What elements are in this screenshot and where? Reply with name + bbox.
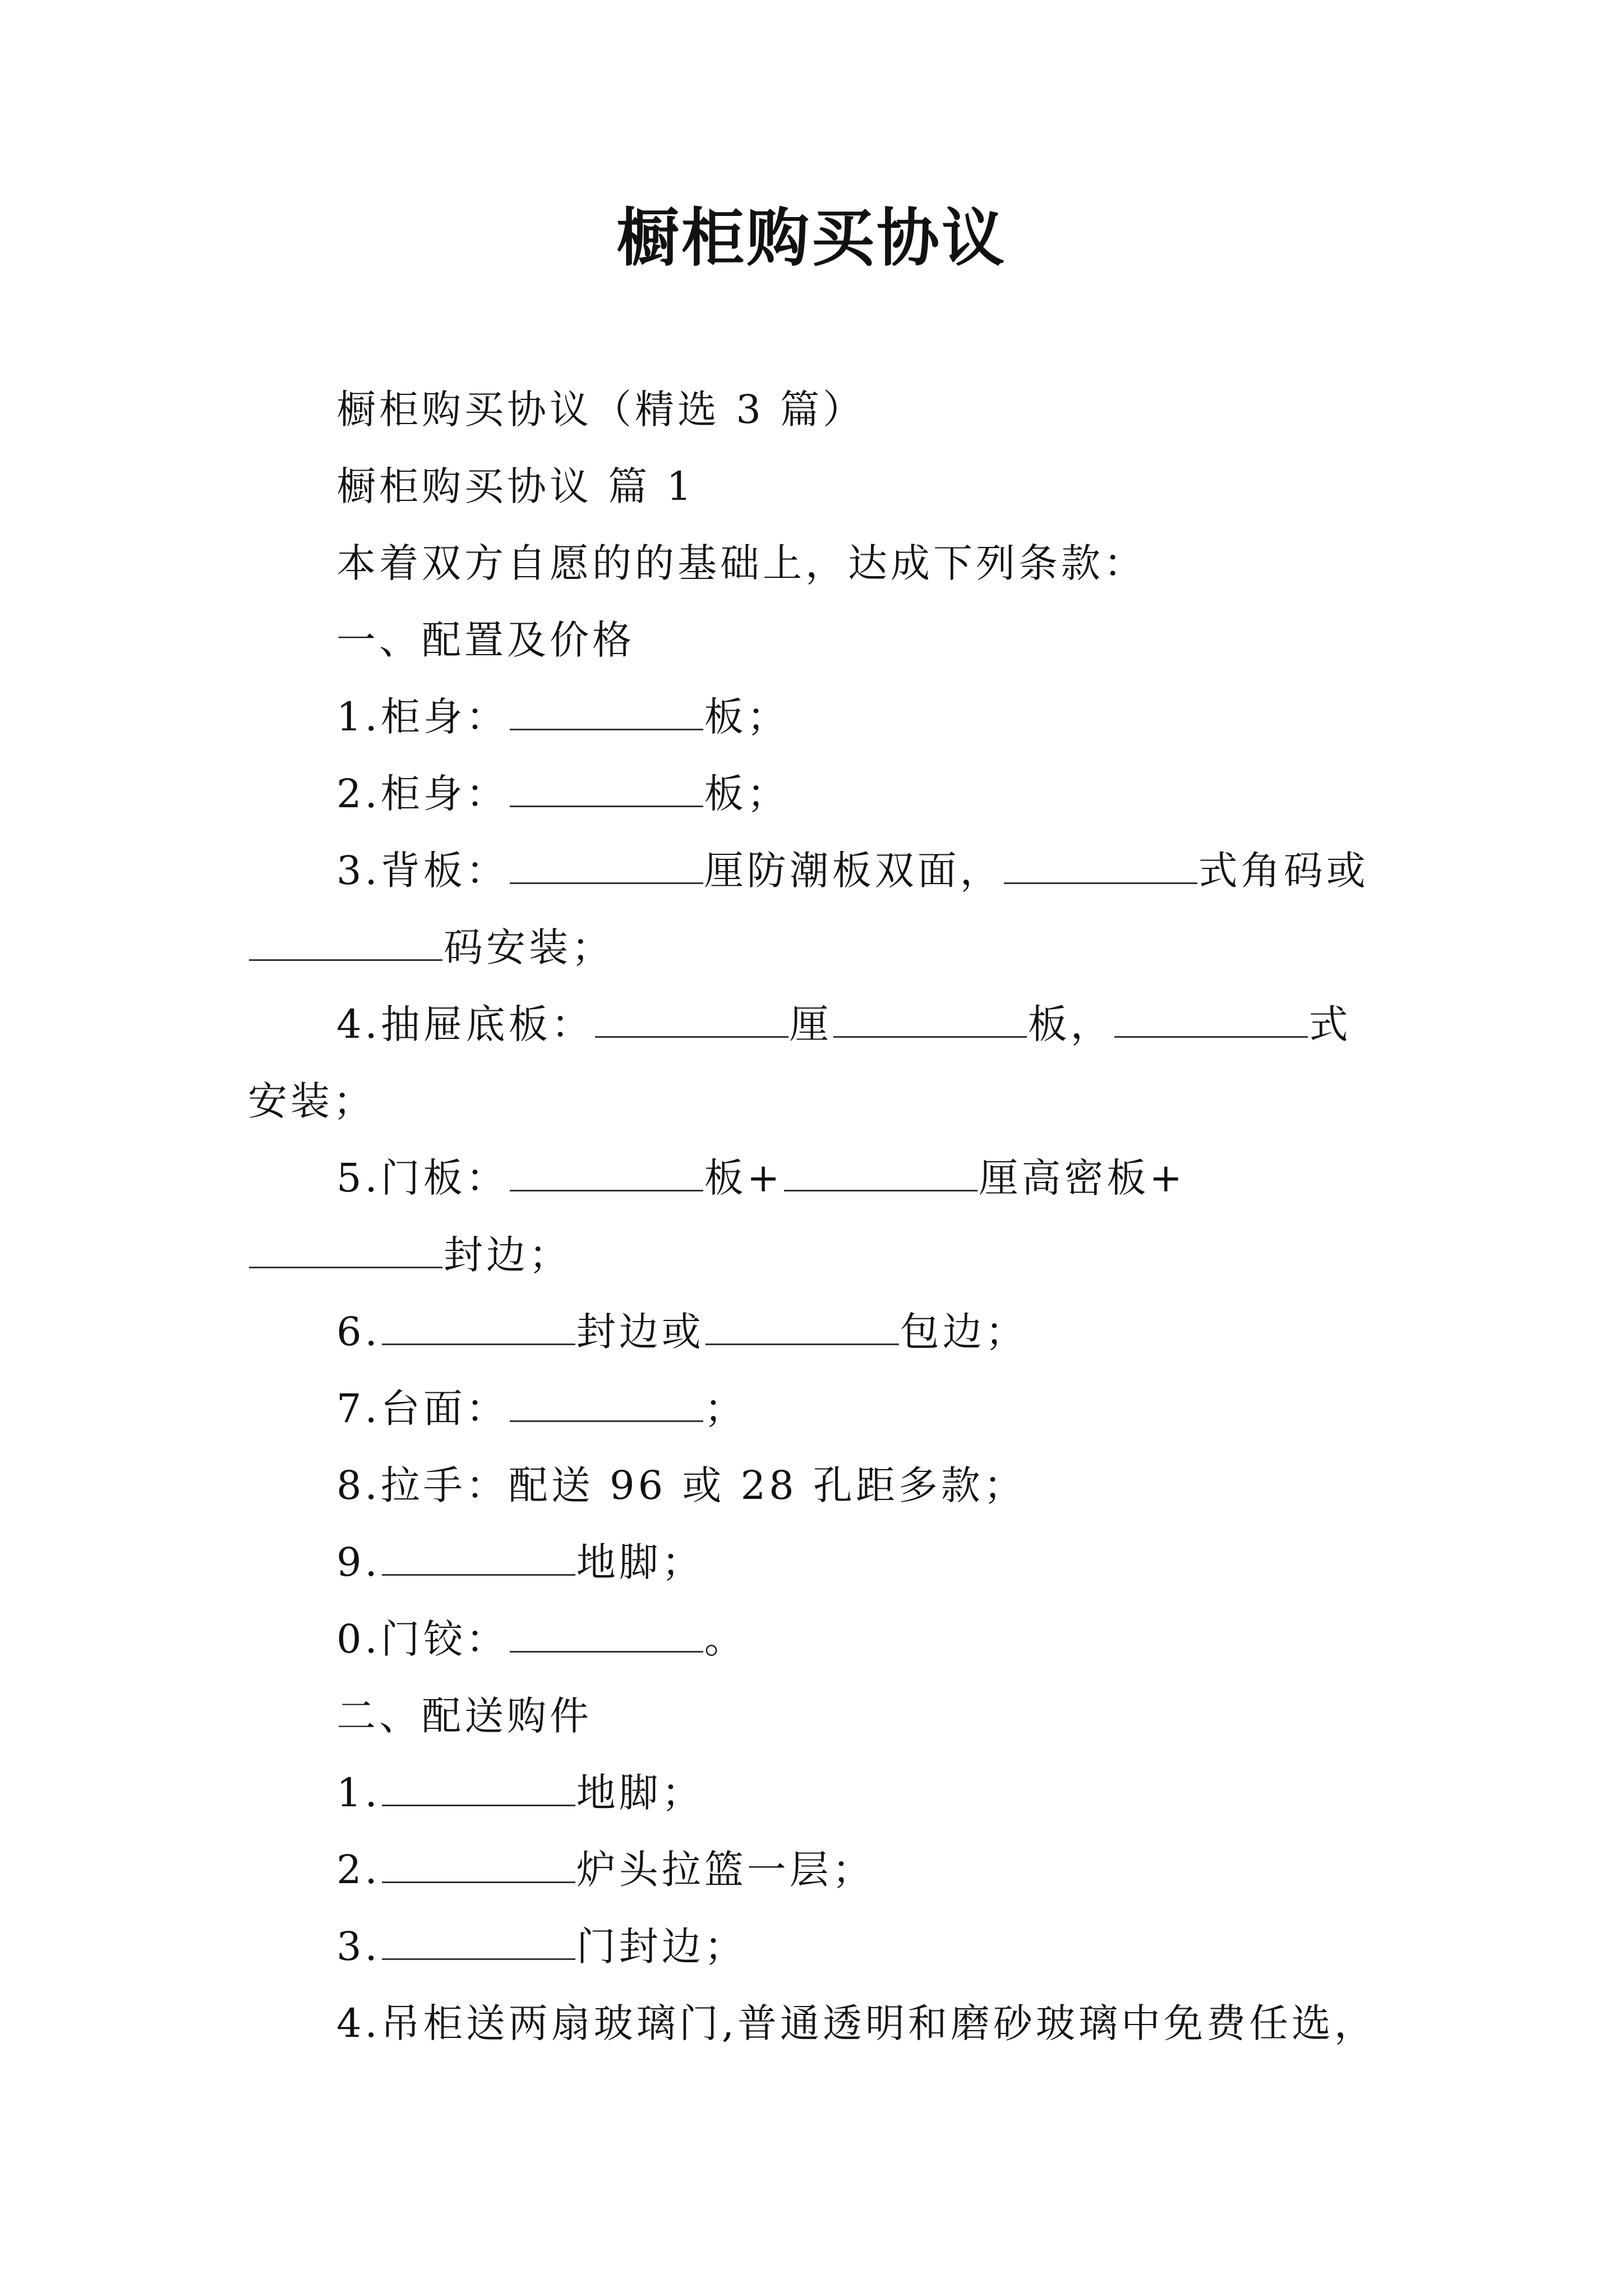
- text: 8.拉手：配送 96 或 28 孔距多款；: [336, 1462, 1026, 1508]
- clause: [248, 1908, 1381, 1985]
- paragraph: [248, 371, 1381, 448]
- text: 包边；: [900, 1309, 1028, 1355]
- text: 门封边；: [576, 1924, 747, 1970]
- blank-field: [382, 1848, 575, 1883]
- text: 0.门铰：: [336, 1616, 509, 1662]
- text: 橱柜购买协议（精选 3 篇）: [336, 386, 866, 432]
- text: 地脚；: [576, 1539, 704, 1585]
- section-heading: [248, 602, 1381, 679]
- text: 5.门板：: [336, 1155, 509, 1201]
- text: 4.吊柜送两扇玻璃门,普通透明和磨砂玻璃中免费任选，: [336, 2000, 1377, 2046]
- text: 3.背板：: [336, 848, 509, 894]
- clause: [248, 1832, 1381, 1908]
- clause: [248, 1370, 1381, 1447]
- text: 式角码或: [1198, 848, 1369, 894]
- text: 板；: [704, 694, 790, 740]
- text: ；: [704, 1386, 747, 1432]
- text: 板，: [1027, 1001, 1113, 1047]
- blank-field: [595, 1002, 789, 1038]
- blank-field: [706, 1310, 899, 1345]
- text: 板；: [704, 771, 790, 817]
- blank-field: [833, 1002, 1027, 1038]
- blank-field: [510, 849, 703, 884]
- blank-field: [784, 1156, 978, 1191]
- blank-field: [1114, 1002, 1308, 1038]
- blank-field: [510, 695, 703, 730]
- page-title: 橱柜购买协议: [616, 201, 1007, 275]
- text: 本着双方自愿的的基础上，达成下列条款：: [336, 540, 1146, 586]
- clause: [248, 1447, 1381, 1524]
- text: 3.: [336, 1924, 381, 1970]
- text: 封边；: [444, 1232, 571, 1278]
- blank-field: [510, 1156, 703, 1191]
- section-heading: [248, 1678, 1381, 1755]
- blank-field: [382, 1310, 575, 1345]
- text: 7.台面：: [336, 1386, 509, 1432]
- clause: [248, 1294, 1381, 1370]
- text: 2.柜身：: [336, 771, 509, 817]
- clause: [248, 1755, 1381, 1832]
- text: 4.抽屉底板：: [336, 1001, 594, 1047]
- text: 1.柜身：: [336, 694, 509, 740]
- text: 橱柜购买协议 篇 1: [336, 463, 695, 509]
- blank-field: [510, 772, 703, 807]
- text: 二、配送购件: [336, 1693, 592, 1739]
- text: 一、配置及价格: [336, 617, 635, 663]
- text: 9.: [336, 1539, 381, 1585]
- clause: [248, 756, 1381, 832]
- blank-field: [382, 1540, 575, 1576]
- text: 6.: [336, 1309, 381, 1355]
- text: 1.: [336, 1770, 381, 1816]
- text: 封边或: [576, 1309, 704, 1355]
- text: 2.: [336, 1847, 381, 1893]
- text: 。: [704, 1616, 747, 1662]
- text: 厘: [789, 1001, 832, 1047]
- text: 厘防潮板双面，: [704, 848, 1003, 894]
- clause: [248, 832, 1381, 986]
- clause: [248, 679, 1381, 756]
- blank-field: [249, 926, 442, 961]
- blank-field: [510, 1387, 703, 1422]
- paragraph: [248, 448, 1381, 525]
- paragraph: [248, 525, 1381, 602]
- clause: [248, 986, 1381, 1140]
- clause: [248, 1140, 1381, 1294]
- blank-field: [249, 1233, 442, 1268]
- text: 厘高密板+: [979, 1155, 1186, 1201]
- clause: [248, 1985, 1381, 2062]
- blank-field: [382, 1925, 575, 1960]
- blank-field: [382, 1771, 575, 1806]
- document-body: [248, 371, 1381, 2062]
- text: 式安装；: [248, 1001, 1352, 1124]
- clause: [248, 1524, 1381, 1601]
- blank-field: [510, 1617, 703, 1653]
- clause: [248, 1601, 1381, 1678]
- text: 炉头拉篮一层；: [576, 1847, 875, 1893]
- blank-field: [1004, 849, 1197, 884]
- text: 码安装；: [444, 924, 614, 970]
- text: 地脚；: [576, 1770, 704, 1816]
- text: 板+: [704, 1155, 783, 1201]
